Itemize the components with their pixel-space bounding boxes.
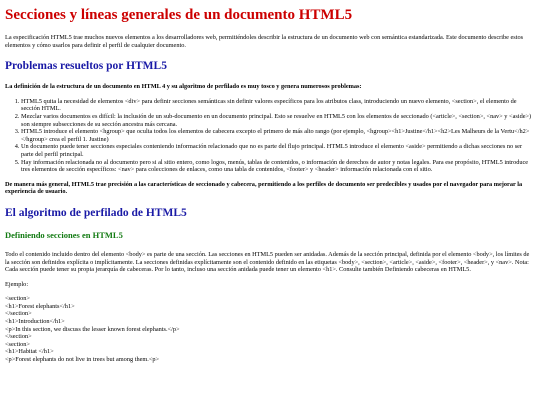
code-line: <h1>Forest elephants</h1> <box>5 302 75 310</box>
section-heading-algorithm: El algoritmo de perfilado de HTML5 <box>5 206 187 219</box>
code-line: <p>Forest elephants do not live in trees but among them.<p> <box>5 356 160 364</box>
list-item: 2. Mezclar varios documentos es difícil: la inclusión de un sub-documento en un documento principal. Esto se resuelve en HTML5 con los elementos de seccionado (<article>, <section>, <nav> y <aside>) son siempre subsecciones de su sección ancestra más cercana. <box>21 113 532 128</box>
code-line: </section> <box>5 333 32 341</box>
sections-body-paragraph: Todo el contenido incluido dentro del elemento <body> es parte de una sección. Las secciones en HTML5 pueden ser anidadas. Además de la sección principal, definida por el elemento <body>, los límites de la sección son definidos explícita o implícitamente. La secciones definidas explícitamente son el contenido definido en las etiquetas <body>, <section>, <article>, <aside>, <footer>, <header>, y <nav>. Nota: Cada sección puede tener su propia jerarquía de cabeceras. Por lo tanto, incluso una sección anidada puede tener un elemento <h1>. Consulte también Definiendo cabeceras en HTML5. <box>5 250 530 274</box>
problems-conclusion: De manera más general, HTML5 trae precisión a las características de seccionado y cabecera, permitiendo a los perfiles de documento ser predecibles y usados por el navegador para mejorar la experiencia de usuario. <box>5 180 523 196</box>
page-title: Secciones y líneas generales de un documento HTML5 <box>5 7 353 23</box>
code-line: <h1>Introduction</h1> <box>5 318 65 326</box>
code-line: <p>In this section, we discuss the lesser known forest elephants.</p> <box>5 325 180 333</box>
section-heading-problems: Problemas resueltos por HTML5 <box>5 60 167 73</box>
intro-paragraph: La especificación HTML5 trae muchos nuevos elementos a los desarrolladores web, permitiéndoles describir la estructura de un documento web con semántica estandarizada. Este documento describe estos elementos y cómo usarlos para definir el perfil de cualquier documento. <box>5 34 524 49</box>
code-line: </section> <box>5 310 32 318</box>
problems-list <box>5 98 532 174</box>
list-item: 4. Un documento puede tener secciones especiales conteniendo información relacionado que no es parte del flujo principal. HTML5 introduce el elemento <aside> permitiendo a dichas secciones no ser parte del perfil principal. <box>21 143 532 158</box>
code-example <box>5 295 532 363</box>
example-label: Ejemplo: <box>5 280 29 288</box>
code-line: <h1>Habitat </h1> <box>5 348 54 356</box>
code-line: <section> <box>5 295 30 303</box>
problems-lead: La definición de la estructura de un documento en HTML 4 y su algoritmo de perfilado es muy tosco y genera numerosos problemas: <box>5 83 362 91</box>
list-item: 3. HTML5 introduce el elemento <hgroup> que oculta todos los elementos de cabecera excepto el primero de más alto rango (por ejemplo, <hgroup><h1>Justine</h1><h2>Les Malheurs de la Vertu</h2></hgroup> crea el perfil 1. Justine) <box>21 128 532 143</box>
list-item: 5. Hay información relacionada no al documento pero si al sitio entero, como logos, menús, tablas de contenidos, o información de derechos de autor y notas legales. Para ese propósito, HTML5 introduce tres elementos de sección específicos: <nav> para colecciones de enlaces, como una tabla de contenidos, <footer> y <header> información relacionada con el sitio. <box>21 159 532 174</box>
subheading-defining-sections: Definiendo secciones en HTML5 <box>5 229 123 240</box>
list-item: 1. HTML5 quita la necesidad de elementos <div> para definir secciones semánticas sin definir valores específicos para los atributos class, introduciendo un nuevo elemento, <section>, el elemento de sección HTML. <box>21 98 532 113</box>
code-line: <section> <box>5 340 30 348</box>
